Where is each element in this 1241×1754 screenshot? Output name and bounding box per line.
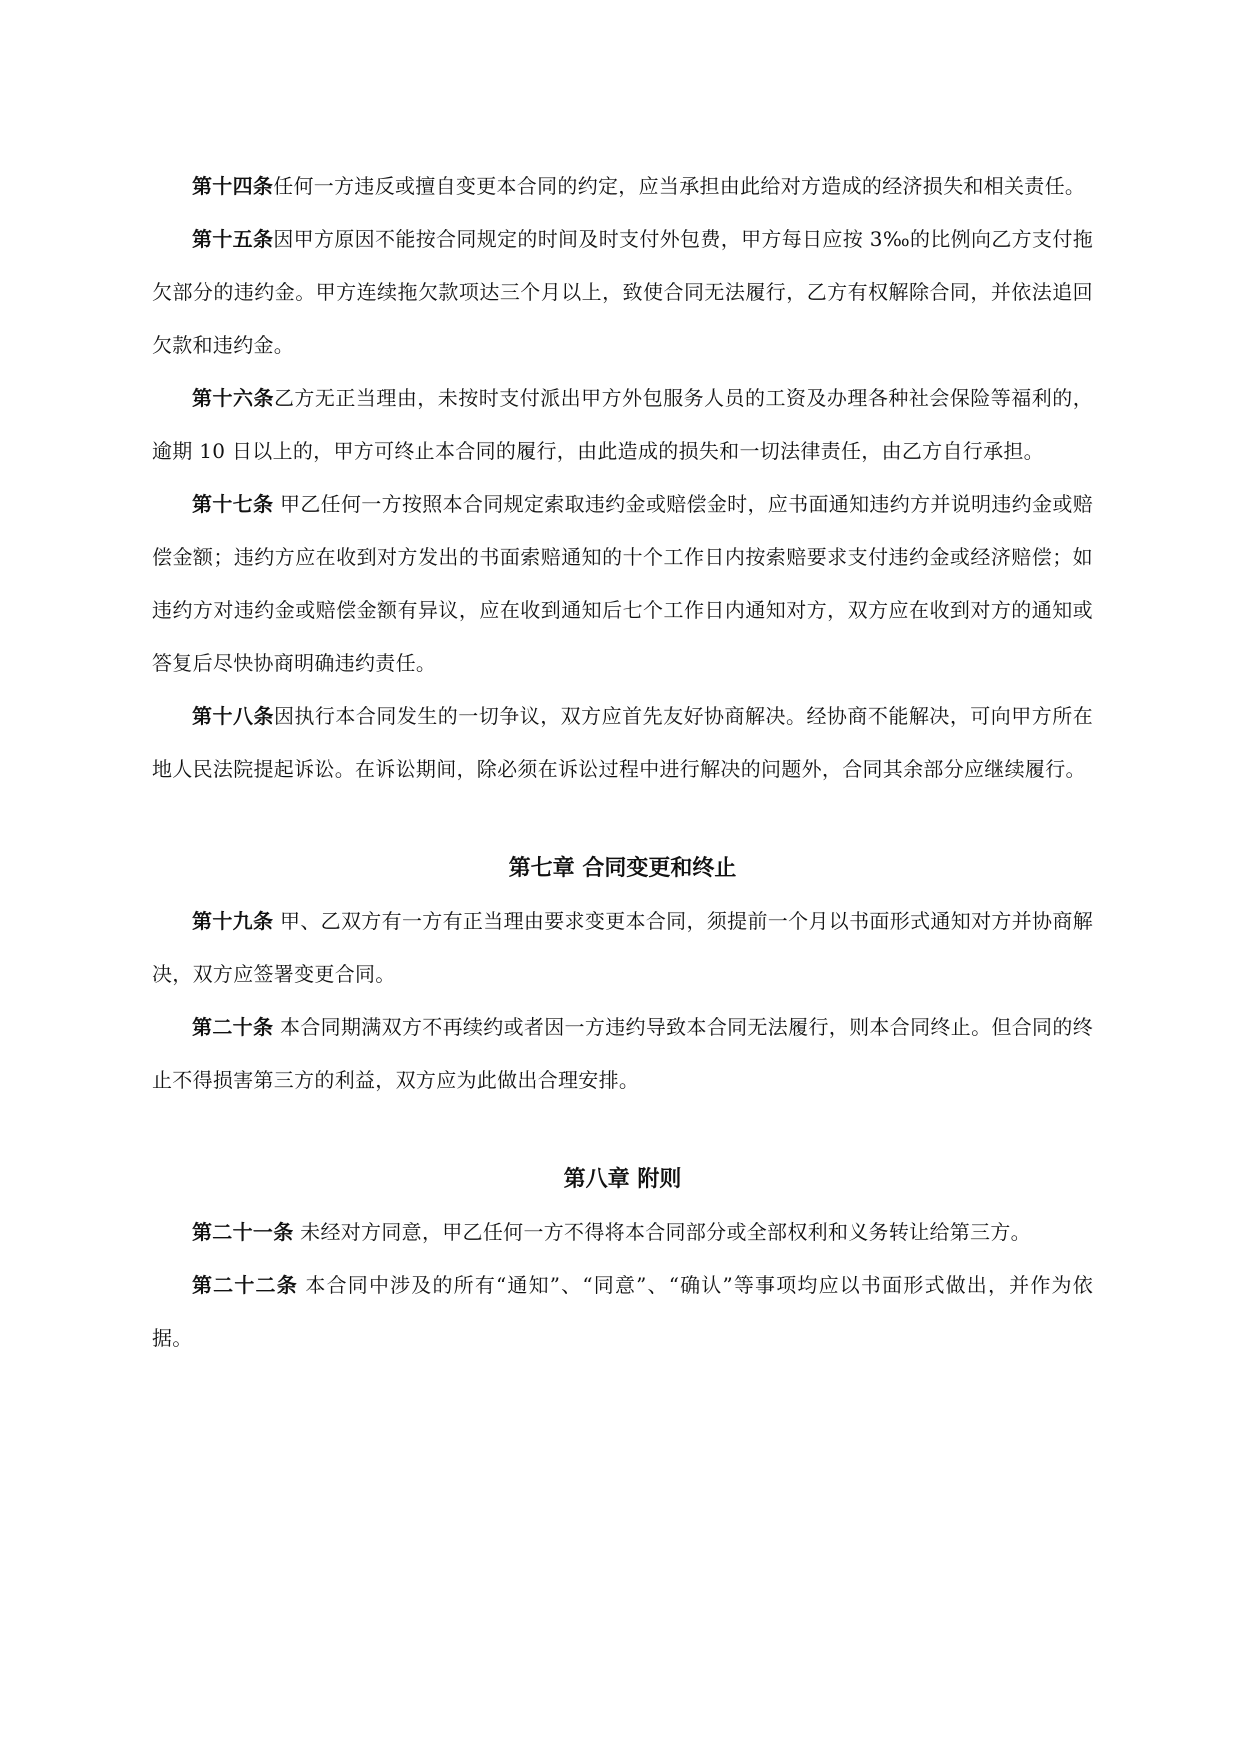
article-text: 甲、乙双方有一方有正当理由要求变更本合同，须提前一个月以书面形式通知对方并协商解决，双方应签署变更合同。: [152, 909, 1093, 986]
article-15: [152, 213, 1093, 372]
article-label: 第十七条: [192, 492, 274, 516]
article-label: 第十九条: [192, 909, 274, 933]
section-spacer: [152, 1107, 1093, 1153]
article-label: 第十八条: [192, 704, 274, 728]
article-20: [152, 1001, 1093, 1107]
article-label: 第十六条: [192, 386, 274, 410]
article-label: 第二十条: [192, 1015, 274, 1039]
article-text: 因执行本合同发生的一切争议，双方应首先友好协商解决。经协商不能解决，可向甲方所在地人民法院提起诉讼。在诉讼期间，除必须在诉讼过程中进行解决的问题外，合同其余部分应继续履行。: [152, 704, 1094, 781]
article-text: 未经对方同意，甲乙任何一方不得将本合同部分或全部权利和义务转让给第三方。: [293, 1220, 1031, 1244]
article-19: [152, 895, 1093, 1001]
article-16: [152, 372, 1093, 478]
article-label: 第二十一条: [192, 1220, 294, 1244]
article-text: 本合同期满双方不再续约或者因一方违约导致本合同无法履行，则本合同终止。但合同的终止不得损害第三方的利益，双方应为此做出合理安排。: [152, 1015, 1093, 1092]
article-text: 乙方无正当理由，未按时支付派出甲方外包服务人员的工资及办理各种社会保险等福利的，逾期 10 日以上的，甲方可终止本合同的履行，由此造成的损失和一切法律责任，由乙方自行承担。: [152, 386, 1094, 463]
article-label: 第二十二条: [192, 1273, 298, 1297]
article-text: 甲乙任何一方按照本合同规定索取违约金或赔偿金时，应书面通知违约方并说明违约金或赔偿金额；违约方应在收到对方发出的书面索赔通知的十个工作日内按索赔要求支付违约金或经济赔偿；如违约方对违约金或赔偿金额有异议，应在收到通知后七个工作日内通知对方，双方应在收到对方的通知或答复后尽快协商明确违约责任。: [152, 492, 1093, 675]
article-22: [152, 1259, 1093, 1365]
section-spacer: [152, 796, 1093, 842]
article-text: 因甲方原因不能按合同规定的时间及时支付外包费，甲方每日应按 3‰的比例向乙方支付拖欠部分的违约金。甲方连续拖欠款项达三个月以上，致使合同无法履行，乙方有权解除合同，并依法追回欠款和违约金。: [152, 227, 1093, 357]
chapter-8-title: 第八章 附则: [563, 1167, 682, 1192]
document-body: [152, 160, 1093, 1365]
article-18: [152, 690, 1093, 796]
article-14: [152, 160, 1093, 213]
article-label: 第十五条: [192, 227, 274, 251]
article-text: 任何一方违反或擅自变更本合同的约定，应当承担由此给对方造成的经济损失和相关责任。: [273, 174, 1086, 198]
article-21: [152, 1206, 1093, 1259]
article-17: [152, 478, 1093, 690]
article-label: 第十四条: [192, 174, 274, 198]
chapter-7-title: 第七章 合同变更和终止: [508, 856, 737, 881]
article-text: 本合同中涉及的所有“通知”、“同意”、“确认”等事项均应以书面形式做出，并作为依据。: [152, 1273, 1093, 1350]
